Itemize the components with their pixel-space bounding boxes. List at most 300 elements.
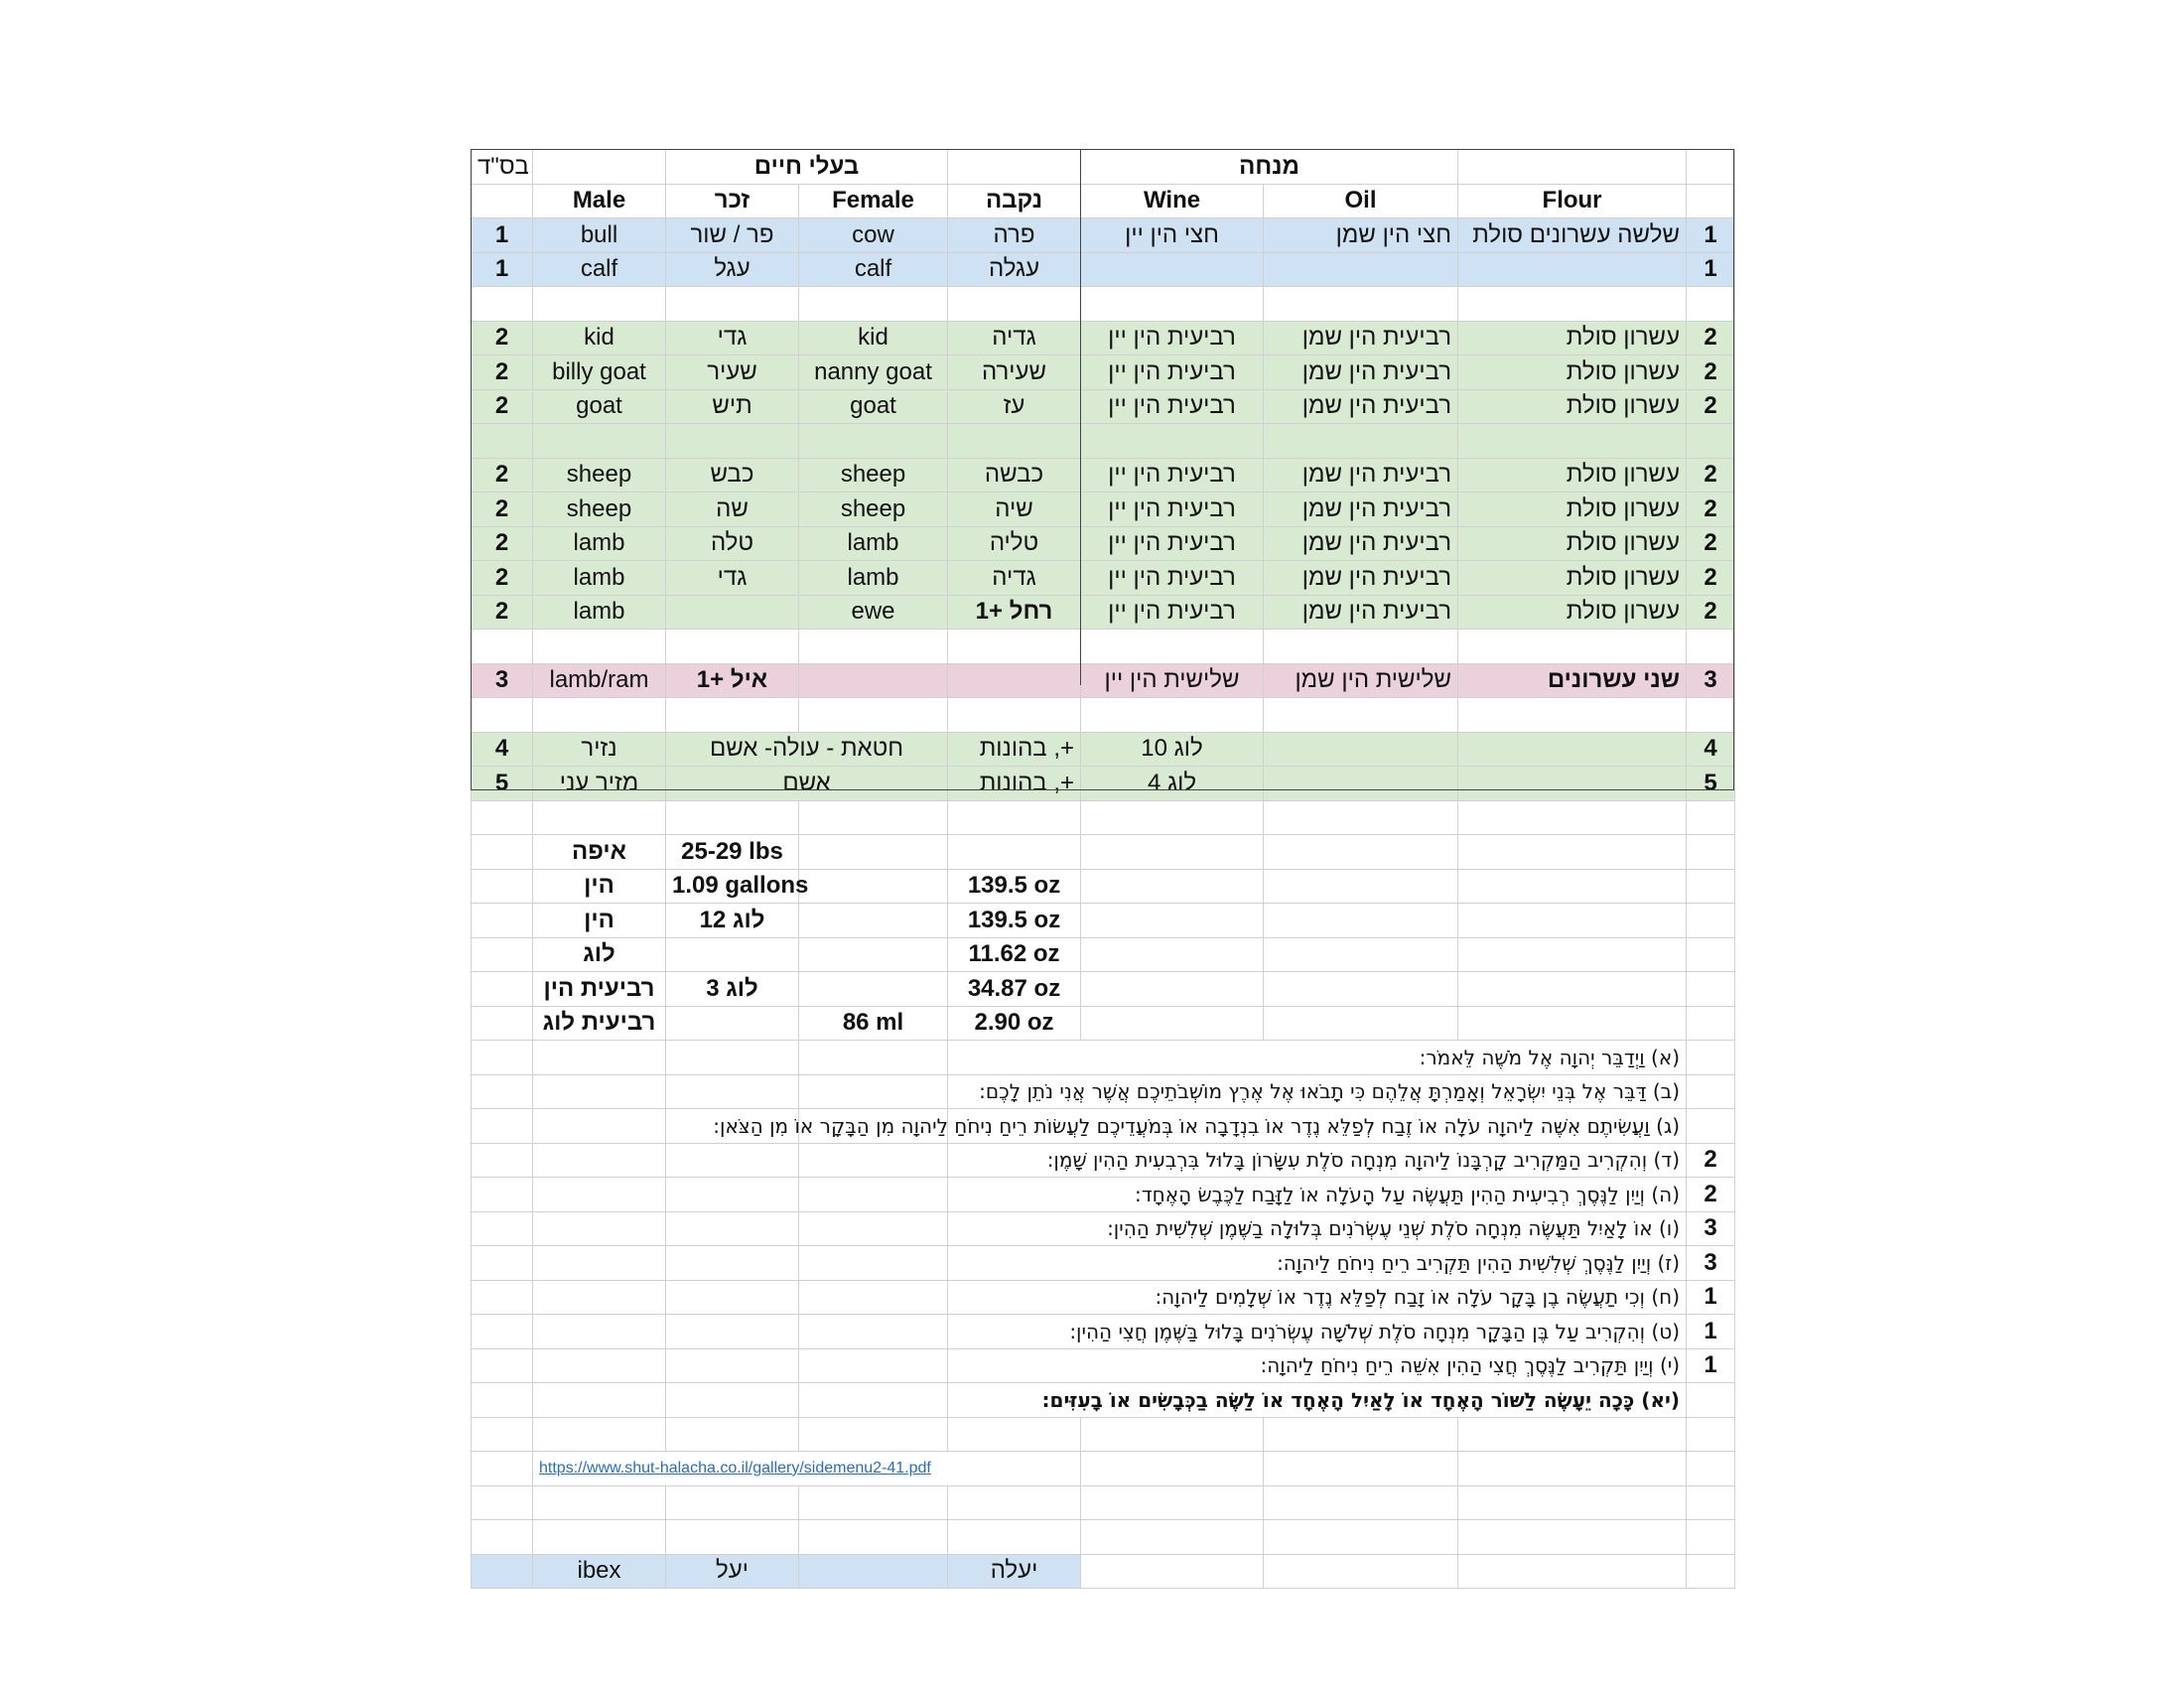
flour-amount: עשרון סולת: [1458, 561, 1687, 596]
wine-amount: רביעית הין יין: [1081, 561, 1264, 596]
empty-row: [472, 1520, 1735, 1555]
empty-cell: [1687, 1006, 1735, 1041]
count-right: 2: [1687, 492, 1735, 527]
empty-cell: [948, 1485, 1081, 1520]
male-english: goat: [533, 389, 666, 424]
empty-cell: [472, 1143, 533, 1178]
empty-cell: [1081, 287, 1264, 322]
flour-amount: עשרון סולת: [1458, 492, 1687, 527]
empty-cell: [948, 287, 1081, 322]
measure-row: [472, 1006, 1735, 1041]
empty-cell: [948, 800, 1081, 835]
empty-cell: [799, 424, 948, 459]
male-hebrew: טלה: [666, 526, 799, 561]
empty-row: [472, 424, 1735, 459]
empty-cell: [533, 1280, 666, 1315]
empty-cell: [533, 1485, 666, 1520]
wine-amount: [1081, 252, 1264, 287]
empty-cell: [1458, 698, 1687, 733]
empty-cell: [472, 869, 533, 904]
count-right: 1: [1687, 218, 1735, 253]
count-right: 2: [1687, 526, 1735, 561]
measure-oz: [948, 835, 1081, 870]
empty-cell: [472, 630, 533, 664]
verse-text: (ג) וַעֲשִׂיתֶם אִשֶּׁה לַיהוָה עֹלָה אוֹ זֶבַח לְפַלֵּא נֶדֶר אוֹ בִנְדָבָה אוֹ בְּמֹעֲדֵיכֶם לַעֲשׂוֹת רֵיחַ נִיחֹחַ לַיהוָה מִן הַבָּקָר אוֹ מִן הַצֹּאן:: [948, 1109, 1687, 1144]
verse-text: (ט) וְהִקְרִיב עַל בֶּן הַבָּקָר מִנְחָה סֹלֶת שְׁלֹשָׁה עֶשְׂרֹנִים בָּלוּל בַּשֶּׁמֶן חֲצִי הַהִין:: [948, 1315, 1687, 1349]
male-english: lamb/ram: [533, 663, 666, 698]
male-english: kid: [533, 321, 666, 355]
animal-row: [472, 492, 1735, 527]
male-hebrew: תיש: [666, 389, 799, 424]
empty-row: [472, 630, 1735, 664]
empty-cell: [1687, 937, 1735, 972]
empty-cell: [1081, 800, 1264, 835]
empty-cell: [533, 1041, 666, 1075]
male-hebrew: שעיר: [666, 355, 799, 390]
female-english: sheep: [799, 458, 948, 492]
empty-cell: [1687, 904, 1735, 938]
male-english: bull: [533, 218, 666, 253]
empty-cell: [799, 287, 948, 322]
empty-cell: [1264, 732, 1458, 767]
empty-cell: [472, 424, 533, 459]
empty-cell: [533, 1211, 666, 1246]
empty-cell: [948, 698, 1081, 733]
empty-row: [472, 1485, 1735, 1520]
verse-count: [1687, 1041, 1735, 1075]
female-english: ewe: [799, 595, 948, 630]
nazir-row: [472, 767, 1735, 801]
empty-cell: [1081, 1485, 1264, 1520]
male-english: lamb: [533, 595, 666, 630]
empty-cell: [472, 698, 533, 733]
empty-cell: [472, 1520, 533, 1555]
male-english: sheep: [533, 458, 666, 492]
empty-cell: [1264, 1485, 1458, 1520]
empty-cell: [1081, 424, 1264, 459]
male-english: lamb: [533, 561, 666, 596]
oil-log-amount: 4 לוג: [1081, 767, 1264, 801]
count-left: 2: [472, 355, 533, 390]
empty-cell: [1458, 904, 1687, 938]
empty-cell: [799, 800, 948, 835]
female-hebrew: רחל +1: [948, 595, 1081, 630]
empty-cell: [533, 1383, 666, 1418]
empty-cell: [472, 1041, 533, 1075]
measure-name: הין: [533, 904, 666, 938]
empty-cell: [533, 1143, 666, 1178]
empty-cell: [1458, 287, 1687, 322]
oil-amount: רביעית הין שמן: [1264, 458, 1458, 492]
empty-cell: [1458, 732, 1687, 767]
flour-amount: [1458, 252, 1687, 287]
count-left: 2: [472, 458, 533, 492]
female-english: sheep: [799, 492, 948, 527]
title-row: [472, 150, 1735, 185]
empty-cell: [666, 1143, 799, 1178]
empty-cell: [799, 1348, 948, 1383]
verse-count: 1: [1687, 1280, 1735, 1315]
empty-cell: [799, 1041, 948, 1075]
oil-amount: רביעית הין שמן: [1264, 355, 1458, 390]
count-left: 3: [472, 663, 533, 698]
empty-cell: [1687, 869, 1735, 904]
verse-row: [472, 1348, 1735, 1383]
empty-cell: [1458, 1520, 1687, 1555]
empty-cell: [533, 1246, 666, 1281]
empty-cell: [533, 1074, 666, 1109]
empty-cell: [799, 1520, 948, 1555]
measure-name: רביעית לוג: [533, 1006, 666, 1041]
verse-row: [472, 1041, 1735, 1075]
empty-cell: [1458, 937, 1687, 972]
verse-text: (א) וַיְדַבֵּר יְהוָה אֶל מֹשֶׁה לֵּאמֹר:: [948, 1041, 1687, 1075]
empty-cell: [533, 630, 666, 664]
female-hebrew: יעלה: [948, 1554, 1081, 1589]
empty-cell: [1687, 1520, 1735, 1555]
flour-amount: עשרון סולת: [1458, 458, 1687, 492]
male-hebrew: כבש: [666, 458, 799, 492]
empty-cell: [1081, 1520, 1264, 1555]
female-english: lamb: [799, 526, 948, 561]
measure-oz: 139.5 oz: [948, 869, 1081, 904]
animal-row: [472, 561, 1735, 596]
empty-cell: [1264, 937, 1458, 972]
male-english: ibex: [533, 1554, 666, 1589]
verse-text: (ח) וְכִי תַעֲשֶׂה בֶן בָּקָר עֹלָה אוֹ זָבַח לְפַלֵּא נֶדֶר אוֹ שְׁלָמִים לַיהוָה:: [948, 1280, 1687, 1315]
count-right: 3: [1687, 663, 1735, 698]
female-english: goat: [799, 389, 948, 424]
empty-cell: [1687, 1417, 1735, 1452]
empty-cell: [533, 1520, 666, 1555]
col-nekeva: נקבה: [948, 184, 1081, 218]
oil-amount: רביעית הין שמן: [1264, 492, 1458, 527]
empty-cell: [799, 1143, 948, 1178]
offerings-spreadsheet: [471, 149, 1735, 1589]
empty-cell: [1081, 1006, 1264, 1041]
empty-cell: [799, 1417, 948, 1452]
oil-amount: רביעית הין שמן: [1264, 595, 1458, 630]
empty-cell: [1264, 630, 1458, 664]
empty-cell: [799, 630, 948, 664]
empty-cell: [1264, 1554, 1458, 1589]
empty-cell: [1687, 630, 1735, 664]
verse-count: 1: [1687, 1315, 1735, 1349]
empty-cell: [472, 972, 533, 1007]
measure-row: [472, 937, 1735, 972]
empty-cell: [1458, 630, 1687, 664]
source-link[interactable]: https://www.shut-halacha.co.il/gallery/sidemenu2-41.pdf: [533, 1452, 1081, 1486]
empty-cell: [472, 1246, 533, 1281]
empty-cell: [1264, 698, 1458, 733]
verse-text: (ב) דַּבֵּר אֶל בְּנֵי יִשְׂרָאֵל וְאָמַרְתָּ אֲלֵהֶם כִּי תָבֹאוּ אֶל אֶרֶץ מוֹשְׁבֹתֵיכֶם אֲשֶׁר אֲנִי נֹתֵן לָכֶם:: [948, 1074, 1687, 1109]
empty-cell: [1458, 835, 1687, 870]
empty-cell: [1687, 287, 1735, 322]
measure-value: [666, 937, 799, 972]
flour-amount: עשרון סולת: [1458, 355, 1687, 390]
female-english: [799, 663, 948, 698]
animal-row: [472, 458, 1735, 492]
count-left: 2: [472, 389, 533, 424]
measure-ml: [799, 972, 948, 1007]
empty-cell: [1458, 1006, 1687, 1041]
empty-cell: [472, 1109, 533, 1144]
male-hebrew: [666, 595, 799, 630]
empty-cell: [1687, 698, 1735, 733]
male-hebrew: גדי: [666, 561, 799, 596]
count-right: 2: [1687, 561, 1735, 596]
oil-amount: שלישית הין שמן: [1264, 663, 1458, 698]
empty-cell: [533, 287, 666, 322]
verse-count: 2: [1687, 1143, 1735, 1178]
verse-count: [1687, 1383, 1735, 1418]
empty-cell: [1081, 937, 1264, 972]
female-hebrew: עז: [948, 389, 1081, 424]
measure-value: 3 לוג: [666, 972, 799, 1007]
empty-cell: [1458, 972, 1687, 1007]
empty-cell: [799, 1280, 948, 1315]
female-hebrew: טליה: [948, 526, 1081, 561]
empty-cell: [666, 1383, 799, 1418]
verse-text: (ה) וְיַיִן לַנֶּסֶךְ רְבִיעִית הַהִין תַּעֲשֶׂה עַל הָעֹלָה אוֹ לַזָּבַח לַכֶּבֶשׂ הָאֶחָד:: [948, 1178, 1687, 1212]
count-right: 2: [1687, 355, 1735, 390]
count-left: 4: [472, 732, 533, 767]
female-hebrew: [948, 663, 1081, 698]
empty-cell: [1264, 424, 1458, 459]
female-hebrew: פרה: [948, 218, 1081, 253]
female-english: calf: [799, 252, 948, 287]
measure-value: 25-29 lbs: [666, 835, 799, 870]
empty-cell: [666, 1041, 799, 1075]
empty-cell: [1264, 972, 1458, 1007]
oil-amount: [1264, 252, 1458, 287]
verse-text: (ז) וְיַיִן לַנֶּסֶךְ שְׁלִשִׁית הַהִין תַּקְרִיב רֵיחַ נִיחֹחַ לַיהוָה:: [948, 1246, 1687, 1281]
count-left: 2: [472, 595, 533, 630]
empty-cell: [1458, 869, 1687, 904]
female-hebrew: שיה: [948, 492, 1081, 527]
wine-amount: רביעית הין יין: [1081, 492, 1264, 527]
verse-row: [472, 1280, 1735, 1315]
empty-cell: [1264, 904, 1458, 938]
col-zachar: זכר: [666, 184, 799, 218]
count-right: 4: [1687, 732, 1735, 767]
verse-count: 3: [1687, 1246, 1735, 1281]
ibex-row: [472, 1554, 1735, 1589]
measure-ml: [799, 835, 948, 870]
empty-cell: [666, 1246, 799, 1281]
male-hebrew: גדי: [666, 321, 799, 355]
empty-cell: [472, 1485, 533, 1520]
wine-amount: חצי הין יין: [1081, 218, 1264, 253]
verse-row: [472, 1383, 1735, 1418]
wine-amount: רביעית הין יין: [1081, 355, 1264, 390]
mincha-heading: מנחה: [1081, 150, 1458, 185]
measure-name: רביעית הין: [533, 972, 666, 1007]
verse-count: 1: [1687, 1348, 1735, 1383]
wine-amount: שלישית הין יין: [1081, 663, 1264, 698]
col-flour: Flour: [1458, 184, 1687, 218]
count-right: 5: [1687, 767, 1735, 801]
empty-cell: [1264, 1417, 1458, 1452]
count-right: 2: [1687, 321, 1735, 355]
verse-count: [1687, 1074, 1735, 1109]
empty-cell: [1081, 1554, 1264, 1589]
animal-row: [472, 389, 1735, 424]
col-wine: Wine: [1081, 184, 1264, 218]
empty-cell: [948, 1417, 1081, 1452]
oil-amount: רביעית הין שמן: [1264, 561, 1458, 596]
empty-row: [472, 800, 1735, 835]
empty-cell: [472, 1280, 533, 1315]
empty-cell: [533, 1348, 666, 1383]
oil-log-amount: 10 לוג: [1081, 732, 1264, 767]
animal-row: [472, 252, 1735, 287]
male-english: calf: [533, 252, 666, 287]
measure-row: [472, 972, 1735, 1007]
empty-cell: [666, 1485, 799, 1520]
empty-cell: [1081, 835, 1264, 870]
empty-cell: [1687, 800, 1735, 835]
measure-oz: 34.87 oz: [948, 972, 1081, 1007]
oil-amount: חצי הין שמן: [1264, 218, 1458, 253]
empty-cell: [666, 1211, 799, 1246]
empty-cell: [1081, 869, 1264, 904]
empty-row: [472, 287, 1735, 322]
empty-cell: [1264, 835, 1458, 870]
wine-amount: רביעית הין יין: [1081, 321, 1264, 355]
empty-cell: [1081, 904, 1264, 938]
empty-cell: [1458, 800, 1687, 835]
female-hebrew: שעירה: [948, 355, 1081, 390]
oil-amount: רביעית הין שמן: [1264, 321, 1458, 355]
animal-row: [472, 355, 1735, 390]
empty-cell: [948, 630, 1081, 664]
measure-value: [666, 1006, 799, 1041]
empty-cell: [1081, 972, 1264, 1007]
measure-oz: 11.62 oz: [948, 937, 1081, 972]
verse-text: (ו) אוֹ לָאַיִל תַּעֲשֶׂה מִנְחָה סֹלֶת שְׁנֵי עֶשְׂרֹנִים בְּלוּלָה בַשֶּׁמֶן שְׁלִשִׁית הַהִין:: [948, 1211, 1687, 1246]
measure-value: 12 לוג: [666, 904, 799, 938]
flour-amount: שלשה עשרונים סולת: [1458, 218, 1687, 253]
verse-text: (י) וְיַיִן תַּקְרִיב לַנֶּסֶךְ חֲצִי הַהִין אִשֵּׁה רֵיחַ נִיחֹחַ לַיהוָה:: [948, 1348, 1687, 1383]
empty-cell: [1687, 1452, 1735, 1486]
flour-amount: עשרון סולת: [1458, 321, 1687, 355]
measure-name: לוג: [533, 937, 666, 972]
male-english: sheep: [533, 492, 666, 527]
male-english: billy goat: [533, 355, 666, 390]
empty-cell: [1687, 972, 1735, 1007]
empty-cell: [1458, 1417, 1687, 1452]
count-left: 2: [472, 492, 533, 527]
female-english: cow: [799, 218, 948, 253]
empty-cell: [1687, 1485, 1735, 1520]
column-header-row: [472, 184, 1735, 218]
empty-cell: [1081, 1452, 1264, 1486]
empty-cell: [666, 1520, 799, 1555]
empty-cell: [472, 1417, 533, 1452]
flour-amount: עשרון סולת: [1458, 595, 1687, 630]
wine-amount: רביעית הין יין: [1081, 458, 1264, 492]
count-right: 2: [1687, 389, 1735, 424]
empty-cell: [533, 1178, 666, 1212]
col-female: Female: [799, 184, 948, 218]
empty-cell: [1458, 424, 1687, 459]
animal-row: [472, 526, 1735, 561]
measure-ml: [799, 904, 948, 938]
empty-cell: [1264, 1452, 1458, 1486]
empty-cell: [1458, 767, 1687, 801]
count-left: 2: [472, 561, 533, 596]
nazir-bohonot: בהונות ,+: [948, 767, 1081, 801]
measure-row: [472, 835, 1735, 870]
empty-cell: [472, 1383, 533, 1418]
verse-row: [472, 1246, 1735, 1281]
empty-cell: [799, 1485, 948, 1520]
empty-cell: [666, 1074, 799, 1109]
oil-amount: רביעית הין שמן: [1264, 526, 1458, 561]
count-left: 1: [472, 252, 533, 287]
verse-row: [472, 1109, 1735, 1144]
empty-cell: [472, 1178, 533, 1212]
empty-cell: [799, 1383, 948, 1418]
empty-cell: [666, 287, 799, 322]
empty-cell: [799, 1178, 948, 1212]
measure-oz: 139.5 oz: [948, 904, 1081, 938]
empty-cell: [1081, 630, 1264, 664]
female-hebrew: עגלה: [948, 252, 1081, 287]
empty-cell: [472, 1211, 533, 1246]
empty-cell: [799, 1074, 948, 1109]
wine-amount: רביעית הין יין: [1081, 595, 1264, 630]
empty-cell: [1458, 1554, 1687, 1589]
empty-cell: [799, 1246, 948, 1281]
empty-cell: [1081, 698, 1264, 733]
empty-cell: [666, 698, 799, 733]
nazir-offerings: אשם: [666, 767, 948, 801]
nazir-offerings: חטאת - עולה- אשם: [666, 732, 948, 767]
empty-cell: [1458, 1485, 1687, 1520]
empty-cell: [1264, 767, 1458, 801]
oil-amount: רביעית הין שמן: [1264, 389, 1458, 424]
col-male: Male: [533, 184, 666, 218]
empty-cell: [472, 1006, 533, 1041]
count-right: 2: [1687, 595, 1735, 630]
empty-cell: [799, 698, 948, 733]
verse-count: 2: [1687, 1178, 1735, 1212]
flour-amount: עשרון סולת: [1458, 526, 1687, 561]
empty-cell: [1687, 835, 1735, 870]
bsd-mark: בס"ד: [472, 150, 533, 185]
empty-cell: [472, 1348, 533, 1383]
empty-cell: [1264, 1006, 1458, 1041]
empty-row: [472, 1417, 1735, 1452]
empty-cell: [1687, 1554, 1735, 1589]
male-english: lamb: [533, 526, 666, 561]
animal-row: [472, 218, 1735, 253]
empty-cell: [472, 1452, 533, 1486]
male-hebrew: יעל: [666, 1554, 799, 1589]
wine-amount: רביעית הין יין: [1081, 389, 1264, 424]
measure-row: [472, 904, 1735, 938]
female-hebrew: כבשה: [948, 458, 1081, 492]
count-right: 1: [1687, 252, 1735, 287]
link-row: [472, 1452, 1735, 1486]
nazir-name: נזיר: [533, 732, 666, 767]
verse-count: [1687, 1109, 1735, 1144]
count-left: 2: [472, 526, 533, 561]
empty-cell: [799, 1315, 948, 1349]
empty-cell: [666, 630, 799, 664]
